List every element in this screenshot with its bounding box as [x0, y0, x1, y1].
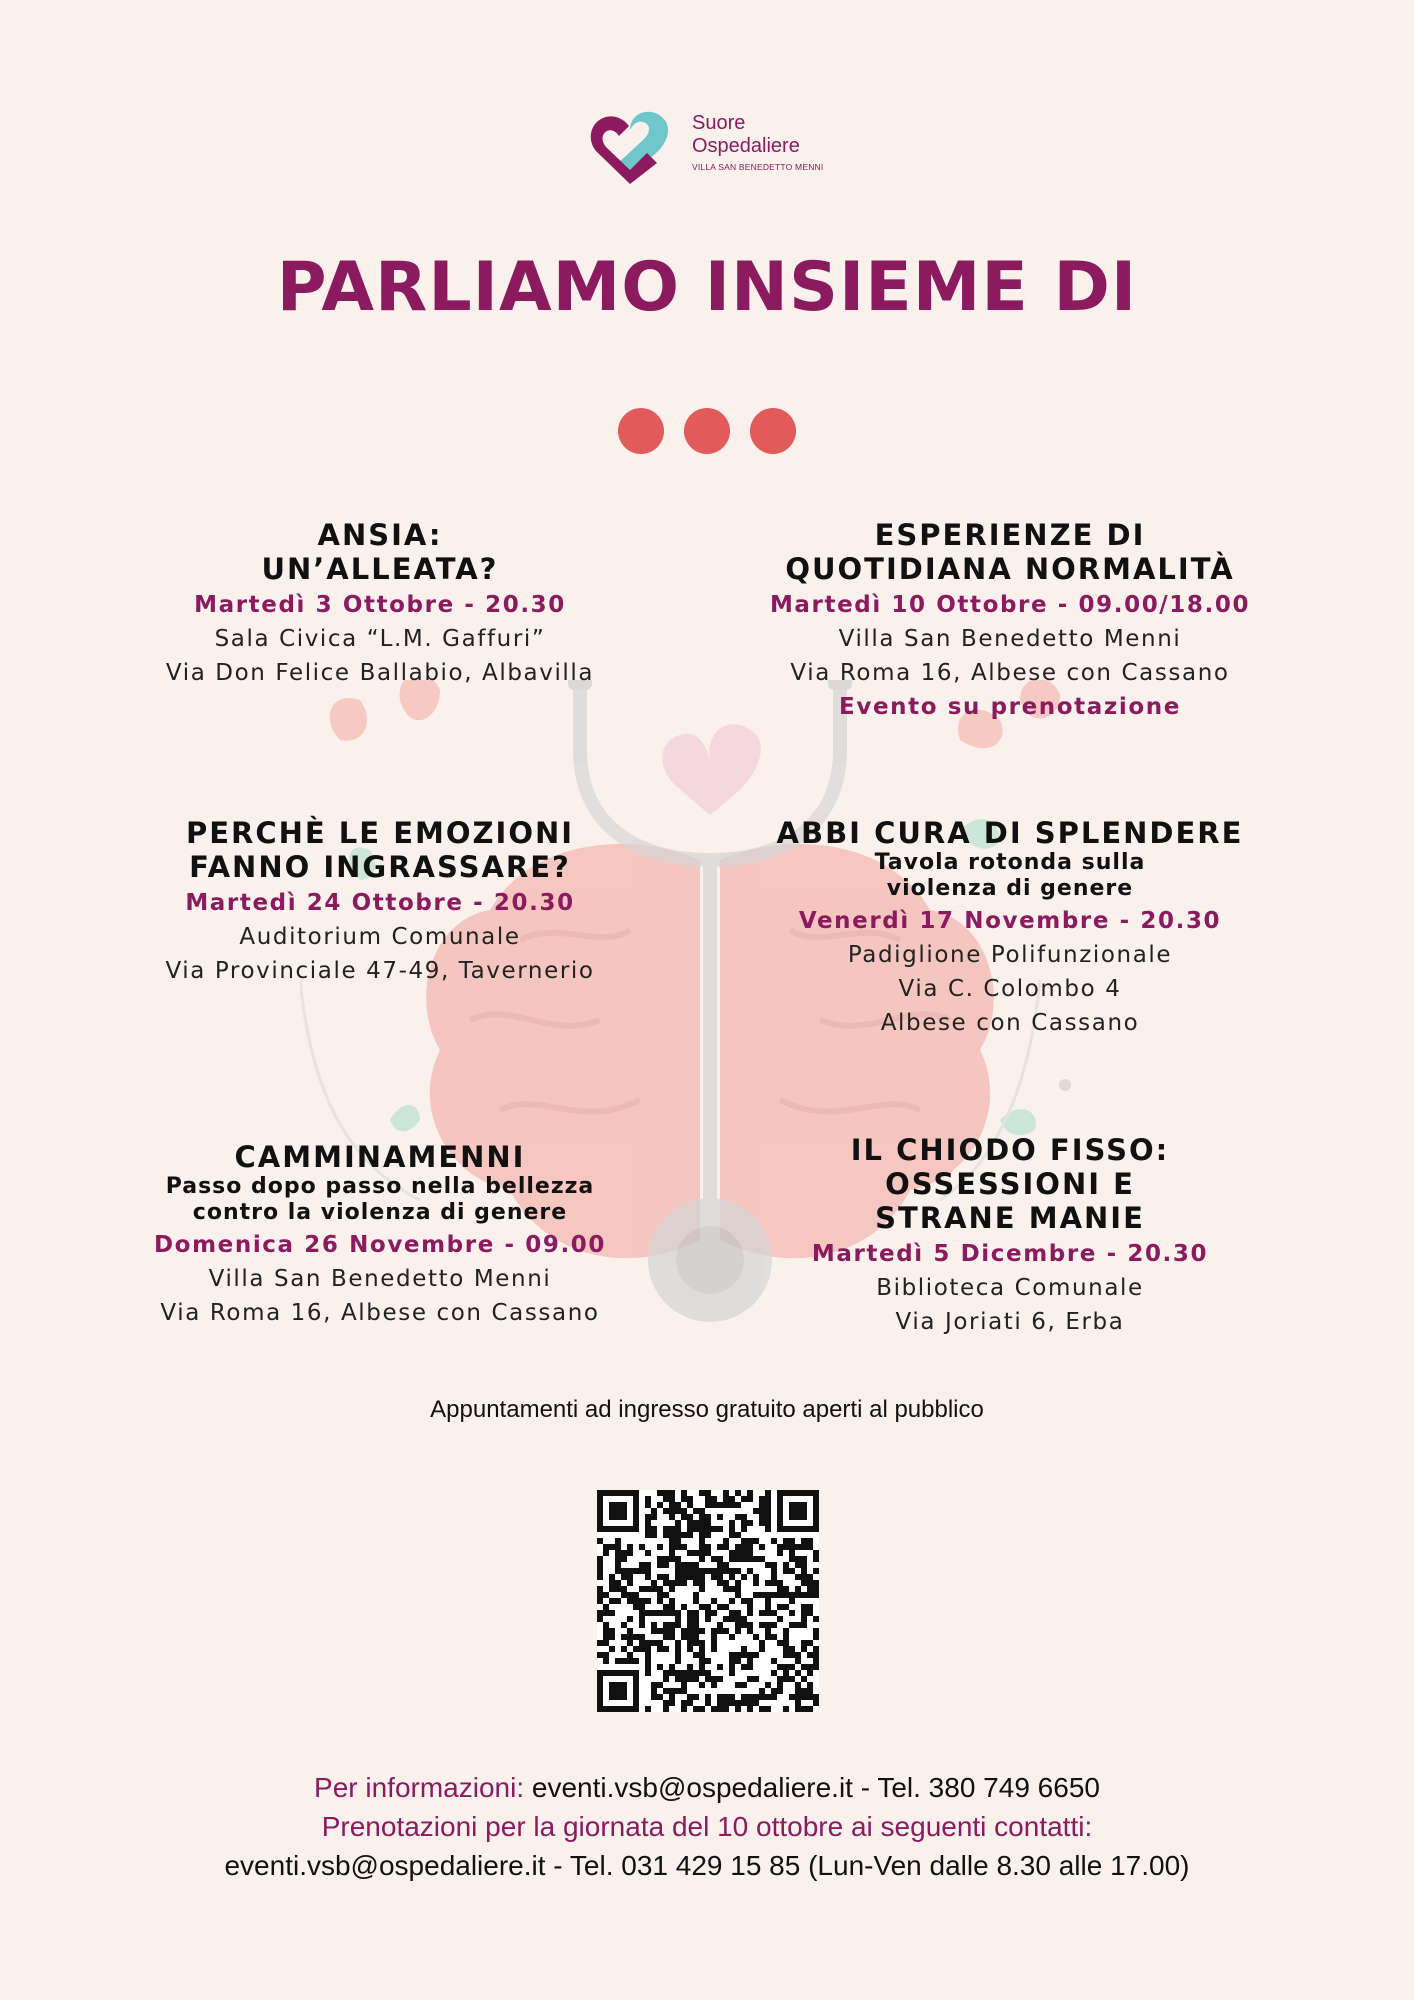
- logo-text: [692, 112, 823, 172]
- event-address: Via Joriati 6, Erba: [895, 1309, 1125, 1335]
- event-date: Martedì 10 Ottobre - 09.00/18.00: [769, 592, 1251, 618]
- event-venue: Auditorium Comunale: [239, 924, 521, 950]
- decorative-dots: [618, 408, 798, 456]
- event-venue: Sala Civica “L.M. Gaffuri”: [214, 626, 546, 652]
- page-title: PARLIAMO INSIEME DI: [276, 248, 1138, 327]
- logo-line-1: Suore: [692, 112, 746, 134]
- dot-icon: [618, 408, 664, 454]
- event-address: Via Provinciale 47-49, Tavernerio: [165, 958, 595, 984]
- event-ansia: [100, 518, 660, 690]
- dot-icon: [750, 408, 796, 454]
- event-esperienze: [730, 518, 1290, 724]
- info-label: Per informazioni:: [314, 1772, 525, 1803]
- event-address: Via Roma 16, Albese con Cassano: [160, 1300, 600, 1326]
- event-subtitle: Passo dopo passo nella bellezza contro la violenza di genere: [165, 1174, 595, 1225]
- booking-label: Prenotazioni per la giornata del 10 ottobre ai seguenti contatti:: [321, 1811, 1093, 1842]
- event-title: ESPERIENZE DI QUOTIDIANA NORMALITÀ: [785, 518, 1235, 586]
- logo: [585, 100, 845, 190]
- event-splendere: [730, 816, 1290, 1040]
- event-title: ABBI CURA DI SPLENDERE: [776, 816, 1244, 850]
- event-date: Martedì 5 Dicembre - 20.30: [811, 1241, 1209, 1267]
- event-subtitle: Tavola rotonda sulla violenza di genere: [874, 850, 1146, 901]
- event-date: Domenica 26 Novembre - 09.00: [153, 1232, 607, 1258]
- qr-code-icon[interactable]: [597, 1490, 819, 1712]
- event-title: IL CHIODO FISSO: OSSESSIONI E STRANE MANIE: [850, 1133, 1170, 1235]
- event-venue: Villa San Benedetto Menni: [838, 626, 1182, 652]
- logo-line-2: Ospedaliere: [692, 135, 800, 157]
- booking-value: eventi.vsb@ospedaliere.it - Tel. 031 429 15 85 (Lun-Ven dalle 8.30 alle 17.00): [224, 1850, 1190, 1881]
- event-venue: Biblioteca Comunale: [876, 1275, 1144, 1301]
- event-emozioni: [100, 816, 660, 988]
- event-date: Martedì 24 Ottobre - 20.30: [185, 890, 575, 916]
- event-town: Albese con Cassano: [880, 1010, 1140, 1036]
- event-camminamenni: [100, 1140, 660, 1330]
- contacts: [0, 1768, 1414, 1885]
- event-date: Venerdì 17 Novembre - 20.30: [798, 908, 1222, 934]
- event-venue: Villa San Benedetto Menni: [208, 1266, 552, 1292]
- info-line: [0, 1768, 1414, 1807]
- free-entry-note: Appuntamenti ad ingresso gratuito aperti al pubblico: [430, 1396, 984, 1423]
- event-title: CAMMINAMENNI: [234, 1140, 526, 1174]
- event-address: Via Don Felice Ballabio, Albavilla: [165, 660, 595, 686]
- heart-logo-icon: [585, 100, 675, 190]
- event-address: Via C. Colombo 4: [898, 976, 1122, 1002]
- dot-icon: [684, 408, 730, 454]
- logo-line-3: VILLA SAN BENEDETTO MENNI: [692, 162, 824, 172]
- event-date: Martedì 3 Ottobre - 20.30: [194, 592, 566, 618]
- event-venue: Padiglione Polifunzionale: [847, 942, 1173, 968]
- event-chiodo-fisso: [730, 1133, 1290, 1339]
- event-address: Via Roma 16, Albese con Cassano: [790, 660, 1230, 686]
- event-title: PERCHÈ LE EMOZIONI FANNO INGRASSARE?: [185, 816, 575, 884]
- info-value: eventi.vsb@ospedaliere.it - Tel. 380 749 6650: [524, 1772, 1100, 1803]
- event-title: ANSIA: UN’ALLEATA?: [261, 518, 499, 586]
- event-booking-note: Evento su prenotazione: [839, 694, 1181, 720]
